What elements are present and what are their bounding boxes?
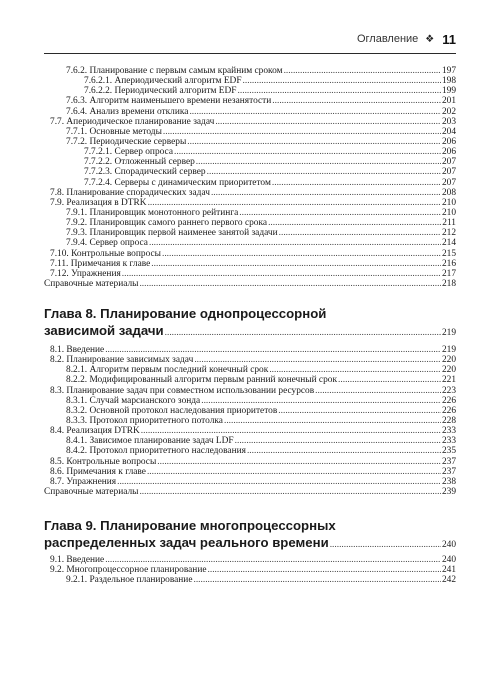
toc-entry-title: 8.4. Реализация DTRK	[50, 426, 140, 437]
toc-entry-page: 233	[441, 436, 456, 447]
toc-entry-page: 204	[441, 126, 456, 137]
toc-entry-title: 8.4.1. Зависимое планирование задач LDF	[66, 436, 234, 447]
leader-dots	[117, 477, 441, 487]
leader-dots	[207, 167, 441, 177]
leader-dots	[122, 269, 441, 279]
toc-entry-title: Справочные материалы	[44, 486, 139, 497]
toc-entry[interactable]	[44, 269, 456, 279]
chapter-9-page: 240	[441, 540, 456, 550]
toc-entry-title: 7.9.3. Планировщик первой наименее занятой задачи	[66, 228, 278, 239]
toc-entry[interactable]	[44, 107, 456, 117]
chapter-9-heading[interactable]	[44, 517, 456, 554]
toc-entry[interactable]	[44, 457, 456, 467]
toc-entry-page: 207	[441, 177, 456, 188]
toc-entry-page: 198	[441, 76, 456, 87]
toc-entry-page: 201	[441, 96, 456, 107]
toc-entry[interactable]	[44, 375, 456, 385]
toc-entry[interactable]	[44, 259, 456, 269]
toc-entry-title: Справочные материалы	[44, 278, 139, 289]
toc-entry-page: 207	[441, 157, 456, 168]
leader-dots	[139, 279, 441, 289]
leader-dots	[193, 575, 440, 585]
toc-entry[interactable]	[44, 426, 456, 436]
toc-entry-page: 233	[441, 426, 456, 437]
toc-entry[interactable]	[44, 178, 456, 188]
toc-entry-title: 7.7.2.3. Спорадический сервер	[84, 167, 206, 178]
toc-entry-page: 197	[441, 66, 456, 76]
toc-entry-title: 8.1. Введение	[50, 345, 105, 355]
toc-block-chapter8	[44, 345, 456, 500]
leader-dots	[338, 375, 441, 385]
leader-dots	[149, 238, 441, 248]
leader-dots	[235, 436, 441, 446]
toc-entry-title: 7.9.4. Сервер опроса	[66, 238, 148, 249]
leader-dots	[201, 396, 441, 406]
toc-entry-title: 7.7. Апериодическое планирование задач	[50, 116, 215, 127]
leader-dots	[272, 96, 441, 106]
toc-entry[interactable]	[44, 477, 456, 487]
leader-dots	[330, 537, 441, 554]
toc-entry-title: 7.7.2. Периодические серверы	[66, 136, 187, 147]
leader-dots	[105, 555, 441, 565]
leader-dots	[315, 386, 441, 396]
toc-entry-title: 7.6.4. Анализ времени отклика	[66, 106, 189, 117]
toc-entry-title: 7.6.2.1. Апериодический алгоритм EDF	[84, 76, 242, 87]
toc-entry-page: 226	[441, 395, 456, 406]
toc-entry-page: 240	[441, 555, 456, 565]
toc-entry[interactable]	[44, 157, 456, 167]
toc-entry-title: 8.7. Упражнения	[50, 476, 117, 487]
toc-entry[interactable]	[44, 117, 456, 127]
toc-entry-title: 7.9.2. Планировщик самого раннего первого срока	[66, 218, 268, 229]
toc-entry-title: 8.3. Планирование задач при совместном использовании ресурсов	[50, 385, 315, 396]
toc-entry-page: 216	[441, 258, 456, 269]
toc-entry[interactable]	[44, 208, 456, 218]
page-number: 11	[442, 31, 456, 47]
toc-entry-title: 7.6.3. Алгоритм наименьшего времени незанятости	[66, 96, 272, 107]
chapter-8-page: 219	[441, 328, 456, 338]
toc-entry-title: 7.11. Примечания к главе	[50, 258, 151, 269]
toc-entry-title: 8.3.1. Случай марсианского зонда	[66, 395, 201, 406]
toc-entry-page: 221	[441, 375, 456, 386]
leader-dots	[279, 228, 441, 238]
leader-dots	[139, 487, 441, 497]
toc-entry-page: 220	[441, 365, 456, 376]
leader-dots	[247, 446, 441, 456]
toc-entry[interactable]	[44, 416, 456, 426]
toc-entry-title: 7.9.1. Планировщик монотонного рейтинга	[66, 207, 239, 218]
toc-entry[interactable]	[44, 96, 456, 106]
toc-entry-page: 210	[441, 197, 456, 208]
chapter-8-title-line1: Глава 8. Планирование однопроцессорной	[44, 306, 327, 321]
toc-entry-title: 7.7.2.4. Серверы с динамическим приоритетом	[84, 177, 271, 188]
leader-dots	[165, 325, 441, 342]
toc-entry-title: 7.6.2.2. Периодический алгоритм EDF	[84, 86, 237, 97]
toc-entry-title: 8.4.2. Протокол приоритетного наследования	[66, 446, 246, 457]
chapter-8-heading[interactable]	[44, 305, 456, 342]
leader-dots	[208, 565, 441, 575]
leader-dots	[284, 66, 441, 76]
header-rule	[44, 53, 456, 54]
chapter-9-title-line2: распределенных задач реального времени	[44, 535, 329, 550]
toc-entry-title: 8.2.2. Модифицированный алгоритм первым ранний конечный срок	[66, 375, 338, 386]
toc-entry-page: 203	[441, 116, 456, 127]
leader-dots	[278, 406, 441, 416]
leader-dots	[157, 457, 441, 467]
toc-entry-page: 217	[441, 268, 456, 279]
leader-dots	[239, 208, 441, 218]
toc-entry[interactable]	[44, 565, 456, 575]
toc-entry-page: 199	[441, 86, 456, 97]
toc-entry-title: 7.9. Реализация в DTRK	[50, 197, 147, 208]
toc-entry[interactable]	[44, 238, 456, 248]
toc-entry[interactable]	[44, 137, 456, 147]
toc-entry-page: 202	[441, 106, 456, 117]
toc-entry-title: 8.2. Планирование зависимых задач	[50, 355, 194, 366]
toc-entry[interactable]	[44, 467, 456, 477]
toc-entry[interactable]	[44, 355, 456, 365]
toc-entry[interactable]	[44, 436, 456, 446]
running-header	[44, 30, 456, 48]
toc-entry-page: 237	[441, 466, 456, 477]
leader-dots	[162, 249, 441, 259]
toc-entry[interactable]	[44, 555, 456, 565]
leader-dots	[147, 467, 441, 477]
toc-entry-page: 228	[441, 415, 456, 426]
leader-dots	[187, 137, 441, 147]
chapter-8-title-line2: зависимой задачи	[44, 323, 164, 338]
leader-dots	[224, 416, 441, 426]
leader-dots	[105, 345, 441, 355]
leader-dots	[174, 147, 441, 157]
toc-entry-title: 9.2.1. Раздельное планирование	[66, 575, 193, 586]
table-of-contents	[44, 66, 456, 585]
toc-entry-title: 7.12. Упражнения	[50, 268, 121, 279]
leader-dots	[211, 188, 441, 198]
toc-entry-page: 218	[441, 278, 456, 289]
toc-entry[interactable]	[44, 279, 456, 289]
toc-entry-page: 235	[441, 446, 456, 457]
toc-entry-page: 219	[441, 345, 456, 355]
leader-dots	[189, 107, 440, 117]
toc-entry[interactable]	[44, 147, 456, 157]
toc-block-chapter9	[44, 555, 456, 585]
leader-dots	[268, 218, 441, 228]
toc-entry[interactable]	[44, 167, 456, 177]
toc-entry-page: 238	[441, 476, 456, 487]
toc-entry[interactable]	[44, 228, 456, 238]
toc-entry[interactable]	[44, 76, 456, 86]
toc-entry-title: 7.7.2.1. Сервер опроса	[84, 147, 173, 158]
leader-dots	[243, 76, 441, 86]
toc-entry-page: 212	[441, 228, 456, 239]
leader-dots	[163, 127, 441, 137]
leader-dots	[215, 117, 441, 127]
toc-entry[interactable]	[44, 198, 456, 208]
leader-dots	[269, 365, 441, 375]
toc-entry-page: 242	[441, 575, 456, 586]
toc-entry-page: 239	[441, 486, 456, 497]
leader-dots	[141, 426, 441, 436]
toc-entry-page: 214	[441, 238, 456, 249]
toc-entry[interactable]	[44, 218, 456, 228]
diamond-ornament-icon: ❖	[425, 33, 435, 45]
toc-entry-page: 220	[441, 355, 456, 366]
toc-entry[interactable]	[44, 188, 456, 198]
toc-entry-title: 7.10. Контрольные вопросы	[50, 248, 161, 259]
toc-entry-page: 226	[441, 405, 456, 416]
toc-entry-title: 8.5. Контрольные вопросы	[50, 456, 157, 467]
toc-entry-page: 206	[441, 136, 456, 147]
leader-dots	[148, 198, 441, 208]
toc-entry-title: 8.2.1. Алгоритм первым последний конечный срок	[66, 365, 269, 376]
toc-entry-page: 211	[442, 218, 456, 229]
toc-entry[interactable]	[44, 86, 456, 96]
toc-entry-page: 215	[441, 248, 456, 259]
toc-entry-page: 241	[441, 565, 456, 576]
toc-entry-title: 9.2. Многопроцессорное планирование	[50, 565, 207, 576]
toc-entry[interactable]	[44, 249, 456, 259]
toc-entry-page: 206	[441, 147, 456, 158]
toc-entry[interactable]	[44, 365, 456, 375]
toc-entry-title: 7.8. Планирование спорадических задач	[50, 187, 210, 198]
toc-entry[interactable]	[44, 66, 456, 76]
toc-entry[interactable]	[44, 487, 456, 497]
leader-dots	[151, 259, 441, 269]
toc-entry[interactable]	[44, 406, 456, 416]
toc-entry-title: 8.3.3. Протокол приоритетного потолка	[66, 415, 223, 426]
leader-dots	[272, 178, 441, 188]
toc-entry-page: 223	[441, 385, 456, 396]
toc-entry[interactable]	[44, 127, 456, 137]
toc-entry-page: 208	[441, 187, 456, 198]
toc-entry[interactable]	[44, 575, 456, 585]
leader-dots	[196, 157, 441, 167]
toc-entry-title: 8.6. Примечания к главе	[50, 466, 146, 477]
toc-entry[interactable]	[44, 446, 456, 456]
toc-entry-title: 8.3.2. Основной протокол наследования приоритетов	[66, 405, 278, 416]
toc-entry-title: 7.7.2.2. Отложенный сервер	[84, 157, 195, 168]
toc-entry[interactable]	[44, 386, 456, 396]
toc-entry-title: 7.6.2. Планирование с первым самым крайним сроком	[66, 66, 283, 76]
toc-entry[interactable]	[44, 396, 456, 406]
toc-entry-page: 210	[441, 207, 456, 218]
toc-entry-page: 237	[441, 456, 456, 467]
leader-dots	[194, 355, 441, 365]
toc-entry[interactable]	[44, 345, 456, 355]
chapter-9-title-line1: Глава 9. Планирование многопроцессорных	[44, 518, 336, 533]
toc-block-chapter7	[44, 66, 456, 290]
toc-entry-page: 207	[441, 167, 456, 178]
running-header-title: Оглавление	[356, 33, 419, 45]
leader-dots	[238, 86, 441, 96]
toc-entry-title: 7.7.1. Основные методы	[66, 126, 162, 137]
toc-entry-title: 9.1. Введение	[50, 555, 105, 565]
